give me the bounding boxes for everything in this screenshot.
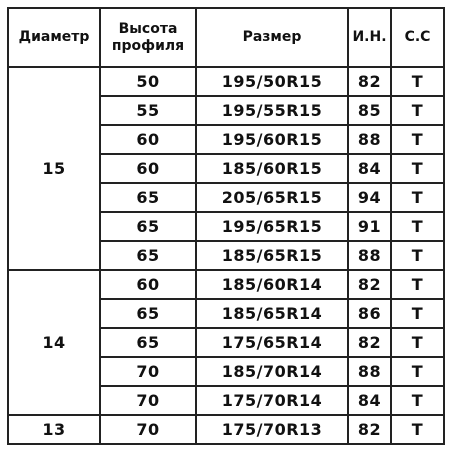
load-index-cell: 84 bbox=[348, 386, 391, 415]
profile-cell: 70 bbox=[100, 357, 196, 386]
header-profile-line2: профиля bbox=[111, 37, 185, 54]
load-index-cell: 88 bbox=[348, 357, 391, 386]
diameter-cell: 15 bbox=[8, 67, 100, 270]
speed-rating-cell: T bbox=[391, 328, 444, 357]
profile-cell: 70 bbox=[100, 386, 196, 415]
size-cell: 205/65R15 bbox=[196, 183, 348, 212]
profile-cell: 70 bbox=[100, 415, 196, 444]
header-speed-rating: С.С bbox=[391, 8, 444, 67]
load-index-cell: 82 bbox=[348, 415, 391, 444]
table-body bbox=[8, 67, 444, 444]
table-row bbox=[8, 67, 444, 96]
speed-rating-cell: T bbox=[391, 212, 444, 241]
size-cell: 185/65R14 bbox=[196, 299, 348, 328]
load-index-cell: 82 bbox=[348, 67, 391, 96]
speed-rating-cell: T bbox=[391, 96, 444, 125]
size-cell: 185/60R15 bbox=[196, 154, 348, 183]
profile-cell: 65 bbox=[100, 328, 196, 357]
header-profile-height bbox=[100, 8, 196, 67]
load-index-cell: 84 bbox=[348, 154, 391, 183]
profile-cell: 60 bbox=[100, 125, 196, 154]
diameter-cell: 13 bbox=[8, 415, 100, 444]
profile-cell: 60 bbox=[100, 270, 196, 299]
load-index-cell: 91 bbox=[348, 212, 391, 241]
load-index-cell: 88 bbox=[348, 125, 391, 154]
speed-rating-cell: T bbox=[391, 299, 444, 328]
header-profile-line1: Высота bbox=[118, 20, 178, 37]
speed-rating-cell: T bbox=[391, 415, 444, 444]
load-index-cell: 94 bbox=[348, 183, 391, 212]
size-cell: 195/65R15 bbox=[196, 212, 348, 241]
size-cell: 195/50R15 bbox=[196, 67, 348, 96]
load-index-cell: 85 bbox=[348, 96, 391, 125]
speed-rating-cell: T bbox=[391, 357, 444, 386]
profile-cell: 55 bbox=[100, 96, 196, 125]
size-cell: 175/70R13 bbox=[196, 415, 348, 444]
size-cell: 195/55R15 bbox=[196, 96, 348, 125]
table-row bbox=[8, 270, 444, 299]
load-index-cell: 82 bbox=[348, 270, 391, 299]
speed-rating-cell: T bbox=[391, 183, 444, 212]
tire-size-table bbox=[7, 7, 445, 445]
profile-cell: 65 bbox=[100, 212, 196, 241]
size-cell: 195/60R15 bbox=[196, 125, 348, 154]
profile-cell: 65 bbox=[100, 299, 196, 328]
speed-rating-cell: T bbox=[391, 270, 444, 299]
load-index-cell: 82 bbox=[348, 328, 391, 357]
speed-rating-cell: T bbox=[391, 67, 444, 96]
header-load-index: И.Н. bbox=[348, 8, 391, 67]
header-size: Размер bbox=[196, 8, 348, 67]
table-header bbox=[8, 8, 444, 67]
size-cell: 175/70R14 bbox=[196, 386, 348, 415]
profile-cell: 60 bbox=[100, 154, 196, 183]
diameter-cell: 14 bbox=[8, 270, 100, 415]
speed-rating-cell: T bbox=[391, 241, 444, 270]
speed-rating-cell: T bbox=[391, 386, 444, 415]
size-cell: 185/60R14 bbox=[196, 270, 348, 299]
table-row bbox=[8, 415, 444, 444]
header-diameter: Диаметр bbox=[8, 8, 100, 67]
load-index-cell: 86 bbox=[348, 299, 391, 328]
size-cell: 185/65R15 bbox=[196, 241, 348, 270]
profile-cell: 50 bbox=[100, 67, 196, 96]
speed-rating-cell: T bbox=[391, 154, 444, 183]
header-row bbox=[8, 8, 444, 67]
load-index-cell: 88 bbox=[348, 241, 391, 270]
profile-cell: 65 bbox=[100, 241, 196, 270]
profile-cell: 65 bbox=[100, 183, 196, 212]
speed-rating-cell: T bbox=[391, 125, 444, 154]
size-cell: 185/70R14 bbox=[196, 357, 348, 386]
size-cell: 175/65R14 bbox=[196, 328, 348, 357]
